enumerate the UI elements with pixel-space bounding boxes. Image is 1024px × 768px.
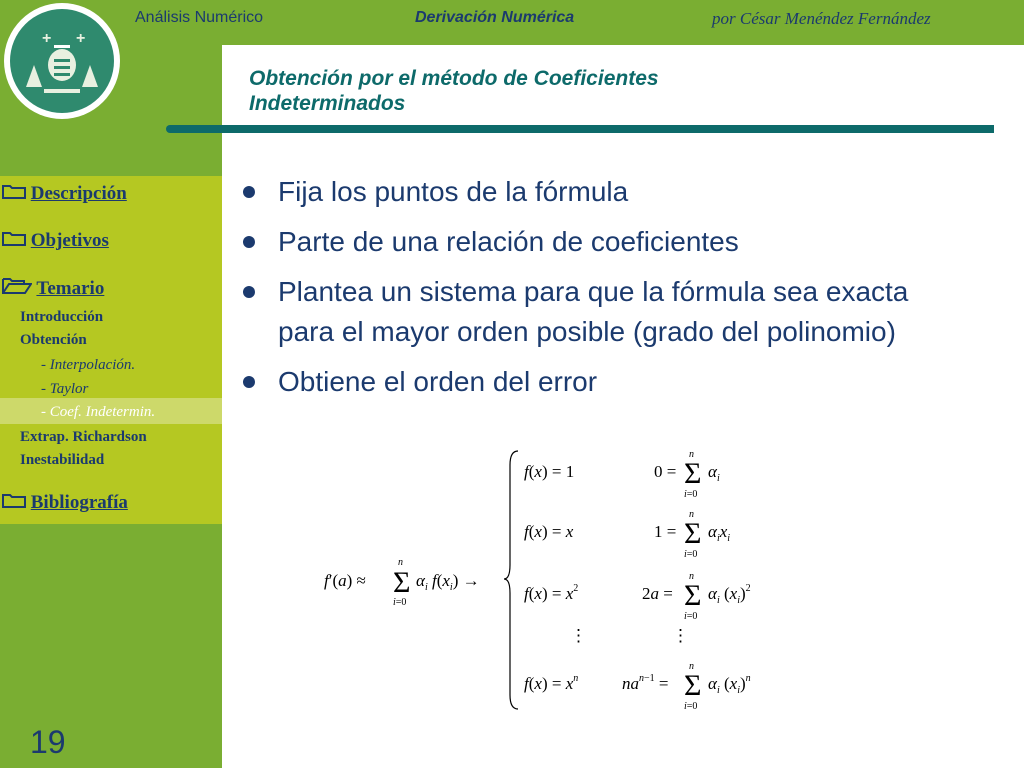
slide-title-line1: Obtención por el método de Coeficientes (249, 67, 659, 90)
svg-text:i=0: i=0 (393, 597, 407, 608)
bullet-text: Plantea un sistema para que la fórmula sea exacta para el mayor orden posible (grado del polinomio) (278, 276, 909, 347)
equation-system (320, 445, 780, 715)
svg-text:f(x) = xn: $f(x) = x^n$ (524, 673, 579, 693)
svg-text:Σ: Σ (684, 579, 702, 612)
system-row (524, 571, 751, 622)
nav-richardson[interactable]: Extrap. Richardson (20, 429, 147, 445)
svg-text:nan−1 =: $na^{n-1}$ = (622, 673, 669, 693)
svg-text:n: n (689, 449, 694, 460)
bullet-item (240, 362, 960, 402)
svg-text:Σ: Σ (393, 566, 411, 599)
university-logo (4, 3, 120, 119)
svg-text:Σ: Σ (684, 517, 702, 550)
course-name: Análisis Numérico (135, 9, 264, 26)
nav-bibliografia-label: Bibliografía (30, 492, 128, 513)
nav-bibliografia[interactable] (2, 492, 128, 514)
nav-inestabilidad[interactable]: Inestabilidad (20, 452, 105, 468)
page-number: 19 (30, 724, 66, 760)
nav-objetivos[interactable] (2, 230, 109, 252)
svg-text:i=0: i=0 (684, 489, 698, 500)
nav-obtencion[interactable]: Obtención (20, 332, 87, 348)
svg-text:f(x) = 1: f(x) = 1 (524, 462, 575, 481)
svg-text:i=0: i=0 (684, 549, 698, 560)
svg-text:n: n (689, 509, 694, 520)
bullet-icon (243, 236, 255, 248)
title-underline (166, 125, 994, 133)
svg-text:αi (xi)n: $\alpha_i$ $(x_i)^n$ (708, 673, 751, 696)
nav-temario-label: Temario (36, 278, 105, 299)
brace-icon (504, 451, 518, 709)
nav-descripcion-label: Descripción (30, 183, 127, 204)
bullet-icon (243, 186, 255, 198)
svg-text:2a =: 2a = (642, 584, 673, 603)
svg-text:Σ: Σ (684, 669, 702, 702)
author-name: por César Menéndez Fernández (712, 9, 931, 28)
svg-text:n: n (689, 661, 694, 672)
slide-title-line2: Indeterminados (249, 92, 406, 115)
svg-text:+: + (42, 30, 52, 47)
open-folder-icon (2, 278, 32, 299)
svg-text:i=0: i=0 (684, 611, 698, 622)
system-row (524, 449, 720, 500)
bullet-item (240, 172, 960, 212)
svg-text:f(x) = x: f(x) = x (524, 522, 574, 541)
system-row (524, 509, 730, 560)
folder-icon (2, 492, 26, 513)
bullet-text: Obtiene el orden del error (278, 366, 598, 397)
formula-lhs (324, 557, 480, 608)
svg-text:f(x) = x2: $f(x) = x^2$ (524, 583, 579, 603)
svg-text:1 =: 1 = (654, 522, 677, 541)
nav-coef-indetermin[interactable]: - Coef. Indetermin. (41, 404, 156, 420)
svg-text:+: + (76, 30, 86, 47)
nav-taylor[interactable]: - Taylor (41, 381, 89, 397)
nav-objetivos-label: Objetivos (30, 230, 109, 251)
svg-text:αi (xi)2: $\alpha_i$ $(x_i)^2$ (708, 583, 751, 606)
svg-text:n: n (398, 557, 403, 568)
bullet-text: Parte de una relación de coeficientes (278, 226, 739, 257)
nav-interpolacion[interactable]: - Interpolación. (41, 357, 136, 373)
bullet-item (240, 272, 960, 352)
nav-introduccion[interactable]: Introducción (20, 309, 104, 325)
svg-text:0 =: 0 = (654, 462, 677, 481)
vertical-ellipsis: ⋮ (672, 626, 689, 645)
bullet-list (240, 172, 960, 412)
bullet-icon (243, 376, 255, 388)
nav-temario[interactable] (2, 276, 104, 300)
slide-title (249, 66, 949, 116)
folder-icon (2, 183, 26, 204)
nav-descripcion[interactable] (2, 183, 127, 205)
svg-text:αixi: $\alpha_ix_i$ (708, 522, 731, 544)
bullet-icon (243, 286, 255, 298)
svg-text:αi: $\alpha_i$ (708, 462, 720, 484)
bullet-text: Fija los puntos de la fórmula (278, 176, 629, 207)
svg-text:Σ: Σ (684, 457, 702, 490)
bullet-item (240, 222, 960, 262)
svg-text:f′(a) ≈: f′(a) ≈ (324, 571, 366, 590)
topic-name: Derivación Numérica (415, 9, 575, 26)
system-row (524, 661, 751, 712)
svg-text:n: n (689, 571, 694, 582)
vertical-ellipsis: ⋮ (570, 626, 587, 645)
svg-text:i=0: i=0 (684, 701, 698, 712)
sidebar-nav (0, 176, 222, 524)
svg-text:αi f(xi) →: $\alpha_i$ $f(x_i)$ → (416, 571, 480, 593)
folder-icon (2, 230, 26, 251)
